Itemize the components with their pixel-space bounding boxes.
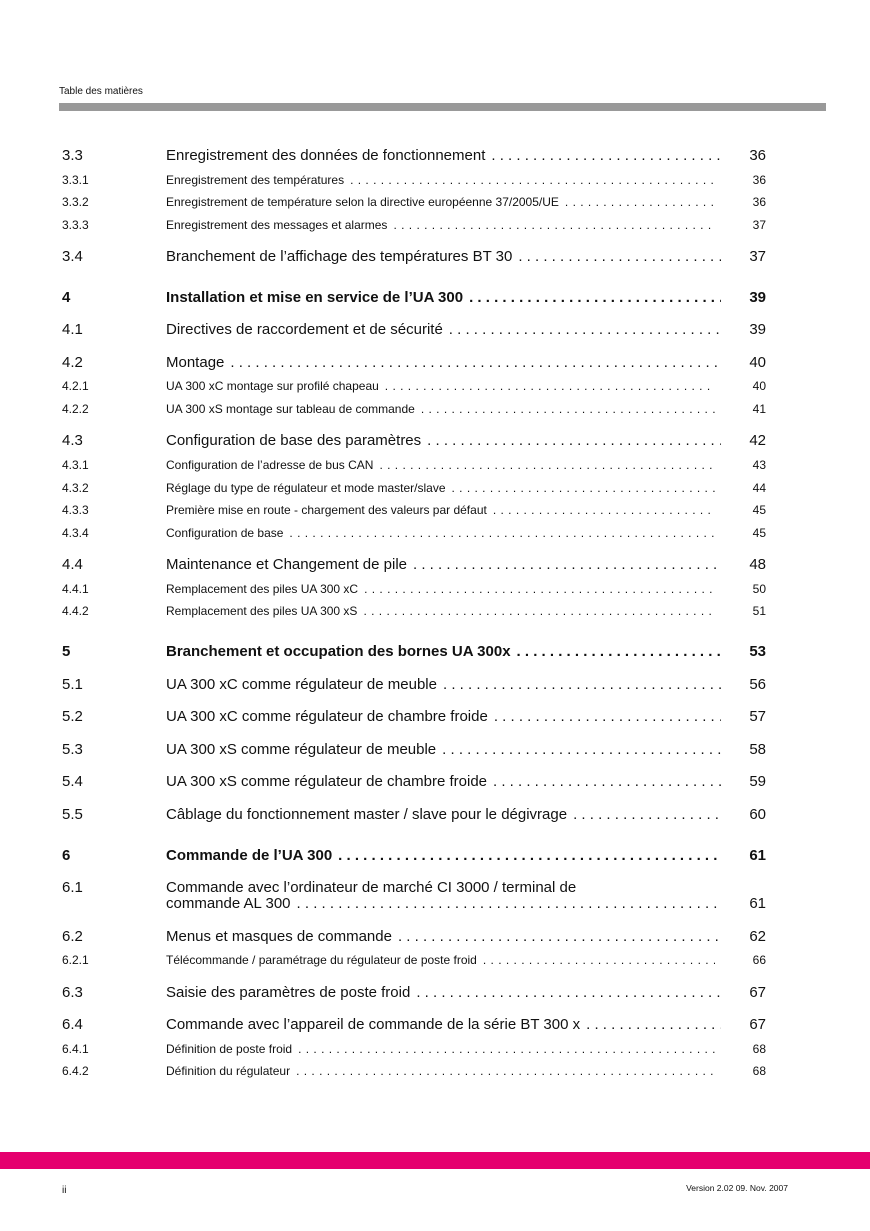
toc-title: Directives de raccordement et de sécurité: [166, 321, 443, 338]
toc-page: 51: [752, 603, 766, 618]
toc-page: 50: [752, 581, 766, 596]
toc-number: 3.3.1: [62, 172, 89, 187]
dot-leader: [385, 379, 715, 394]
toc-number: 4.1: [62, 321, 83, 338]
toc-number: 6.2: [62, 928, 83, 945]
toc-number: 4.3.2: [62, 480, 89, 495]
toc-page: 42: [749, 432, 766, 449]
toc-title: Réglage du type de régulateur et mode master/slave: [166, 480, 446, 495]
header-bar: [59, 103, 826, 111]
dot-leader: [416, 984, 721, 1002]
footer-bar: [0, 1152, 870, 1169]
dot-leader: [586, 1016, 721, 1034]
toc-page: 68: [752, 1041, 766, 1056]
dot-leader: [493, 773, 721, 791]
toc-title: Branchement de l’affichage des températures BT 30: [166, 248, 513, 265]
dot-leader: [421, 402, 715, 417]
toc-title: UA 300 xS comme régulateur de meuble: [166, 741, 437, 758]
toc-title: commande AL 300: [166, 895, 291, 912]
toc-number: 6.4: [62, 1016, 83, 1033]
toc-number: 4.3.1: [62, 457, 89, 472]
toc-page: 44: [752, 480, 766, 495]
dot-leader: [379, 458, 715, 473]
toc-title: Menus et masques de commande: [166, 928, 392, 945]
dot-leader: [491, 147, 721, 165]
dot-leader: [518, 248, 721, 266]
toc-page: 53: [749, 643, 766, 660]
toc-title: Configuration de base des paramètres: [166, 432, 422, 449]
toc-title: Commande avec l’appareil de commande de la série BT 300 x: [166, 1016, 581, 1033]
toc-title: Enregistrement des températures: [166, 172, 345, 187]
toc-page: 45: [752, 525, 766, 540]
toc-page: 60: [749, 806, 766, 823]
toc-number: 4.4.2: [62, 603, 89, 618]
toc-title: Définition de poste froid: [166, 1041, 293, 1056]
toc-number: 5: [62, 643, 71, 660]
toc-title: UA 300 xS comme régulateur de chambre froide: [166, 773, 487, 790]
toc-title: Câblage du fonctionnement master / slave pour le dégivrage: [166, 806, 568, 823]
toc-title: Télécommande / paramétrage du régulateur de poste froid: [166, 952, 477, 967]
dot-leader: [517, 643, 721, 661]
toc-number: 4.2.1: [62, 378, 89, 393]
dot-leader: [398, 928, 721, 946]
toc-page: 61: [749, 847, 766, 864]
toc-number: 4.4: [62, 556, 83, 573]
page-number: ii: [62, 1185, 67, 1196]
toc-number: 6.4.2: [62, 1063, 89, 1078]
toc-title: Maintenance et Changement de pile: [166, 556, 407, 573]
toc-page: 37: [752, 217, 766, 232]
toc-page: 41: [752, 401, 766, 416]
toc-page: 67: [749, 1016, 766, 1033]
toc-title: Enregistrement des messages et alarmes: [166, 217, 388, 232]
dot-leader: [298, 1042, 715, 1057]
toc-number: 6.4.1: [62, 1041, 89, 1056]
toc-page: 43: [752, 457, 766, 472]
toc-page: 57: [749, 708, 766, 725]
toc-page: 37: [749, 248, 766, 265]
dot-leader: [297, 895, 721, 913]
toc-number: 5.2: [62, 708, 83, 725]
toc-number: 4.2.2: [62, 401, 89, 416]
toc-number: 6: [62, 847, 71, 864]
dot-leader: [442, 741, 721, 759]
toc-title: Configuration de base: [166, 525, 284, 540]
dot-leader: [289, 526, 715, 541]
toc-number: 4: [62, 289, 71, 306]
toc-number: 3.4: [62, 248, 83, 265]
toc-number: 3.3.2: [62, 194, 89, 209]
dot-leader: [452, 481, 716, 496]
dot-leader: [338, 847, 721, 865]
dot-leader: [364, 582, 715, 597]
toc-page: 40: [752, 378, 766, 393]
toc-page: 59: [749, 773, 766, 790]
toc-page: 40: [749, 354, 766, 371]
dot-leader: [449, 321, 721, 339]
toc-number: 6.3: [62, 984, 83, 1001]
toc-title: Enregistrement des données de fonctionnement: [166, 147, 486, 164]
toc-title: Remplacement des piles UA 300 xS: [166, 603, 358, 618]
dot-leader: [573, 806, 721, 824]
toc-number: 3.3.3: [62, 217, 89, 232]
toc-title: UA 300 xC comme régulateur de meuble: [166, 676, 437, 693]
dot-leader: [483, 953, 715, 968]
toc-page: 58: [749, 741, 766, 758]
dot-leader: [493, 503, 715, 518]
toc-page: 68: [752, 1063, 766, 1078]
toc-number: 4.4.1: [62, 581, 89, 596]
toc-page: 39: [749, 321, 766, 338]
running-header: Table des matières: [59, 86, 143, 97]
toc-number: 4.3.4: [62, 525, 89, 540]
toc-page: 67: [749, 984, 766, 1001]
toc-title: Première mise en route - chargement des valeurs par défaut: [166, 502, 487, 517]
dot-leader: [494, 708, 721, 726]
toc-title: Saisie des paramètres de poste froid: [166, 984, 411, 1001]
toc-number: 5.5: [62, 806, 83, 823]
toc-number: 5.4: [62, 773, 83, 790]
toc-number: 5.1: [62, 676, 83, 693]
toc-page: 48: [749, 556, 766, 573]
toc-number: 5.3: [62, 741, 83, 758]
dot-leader: [469, 289, 721, 307]
toc-page: 36: [749, 147, 766, 164]
toc-number: 6.1: [62, 879, 83, 896]
toc-title: UA 300 xS montage sur tableau de commande: [166, 401, 415, 416]
toc-number: 4.3.3: [62, 502, 89, 517]
dot-leader: [363, 604, 715, 619]
version-date: Version 2.02 09. Nov. 2007: [686, 1183, 788, 1193]
dot-leader: [230, 354, 721, 372]
toc-page: 62: [749, 928, 766, 945]
toc-title: Enregistrement de température selon la directive européenne 37/2005/UE: [166, 194, 559, 209]
toc-number: 4.2: [62, 354, 83, 371]
toc-number: 6.2.1: [62, 952, 89, 967]
toc-title-line1: Commande avec l’ordinateur de marché CI 3000 / terminal de: [166, 879, 577, 896]
toc-number: 4.3: [62, 432, 83, 449]
toc-title: Commande de l’UA 300: [166, 847, 333, 864]
toc-title: Installation et mise en service de l’UA 300: [166, 289, 464, 306]
toc-page: 66: [752, 952, 766, 967]
toc-title: Montage: [166, 354, 225, 371]
dot-leader: [427, 432, 721, 450]
toc-title: Remplacement des piles UA 300 xC: [166, 581, 359, 596]
toc-page: 39: [749, 289, 766, 306]
toc-title: UA 300 xC comme régulateur de chambre froide: [166, 708, 488, 725]
toc-page: 56: [749, 676, 766, 693]
dot-leader: [443, 676, 721, 694]
toc-page: 36: [752, 194, 766, 209]
dot-leader: [565, 195, 715, 210]
dot-leader: [393, 218, 715, 233]
toc-title: Branchement et occupation des bornes UA 300x: [166, 643, 511, 660]
toc-page: 45: [752, 502, 766, 517]
toc-title: UA 300 xC montage sur profilé chapeau: [166, 378, 379, 393]
toc-title: Définition du régulateur: [166, 1063, 291, 1078]
dot-leader: [413, 556, 721, 574]
dot-leader: [350, 173, 715, 188]
toc-page: 61: [749, 895, 766, 912]
toc-title: Configuration de l’adresse de bus CAN: [166, 457, 374, 472]
dot-leader: [296, 1064, 715, 1079]
toc-number: 3.3: [62, 147, 83, 164]
toc-page: 36: [752, 172, 766, 187]
